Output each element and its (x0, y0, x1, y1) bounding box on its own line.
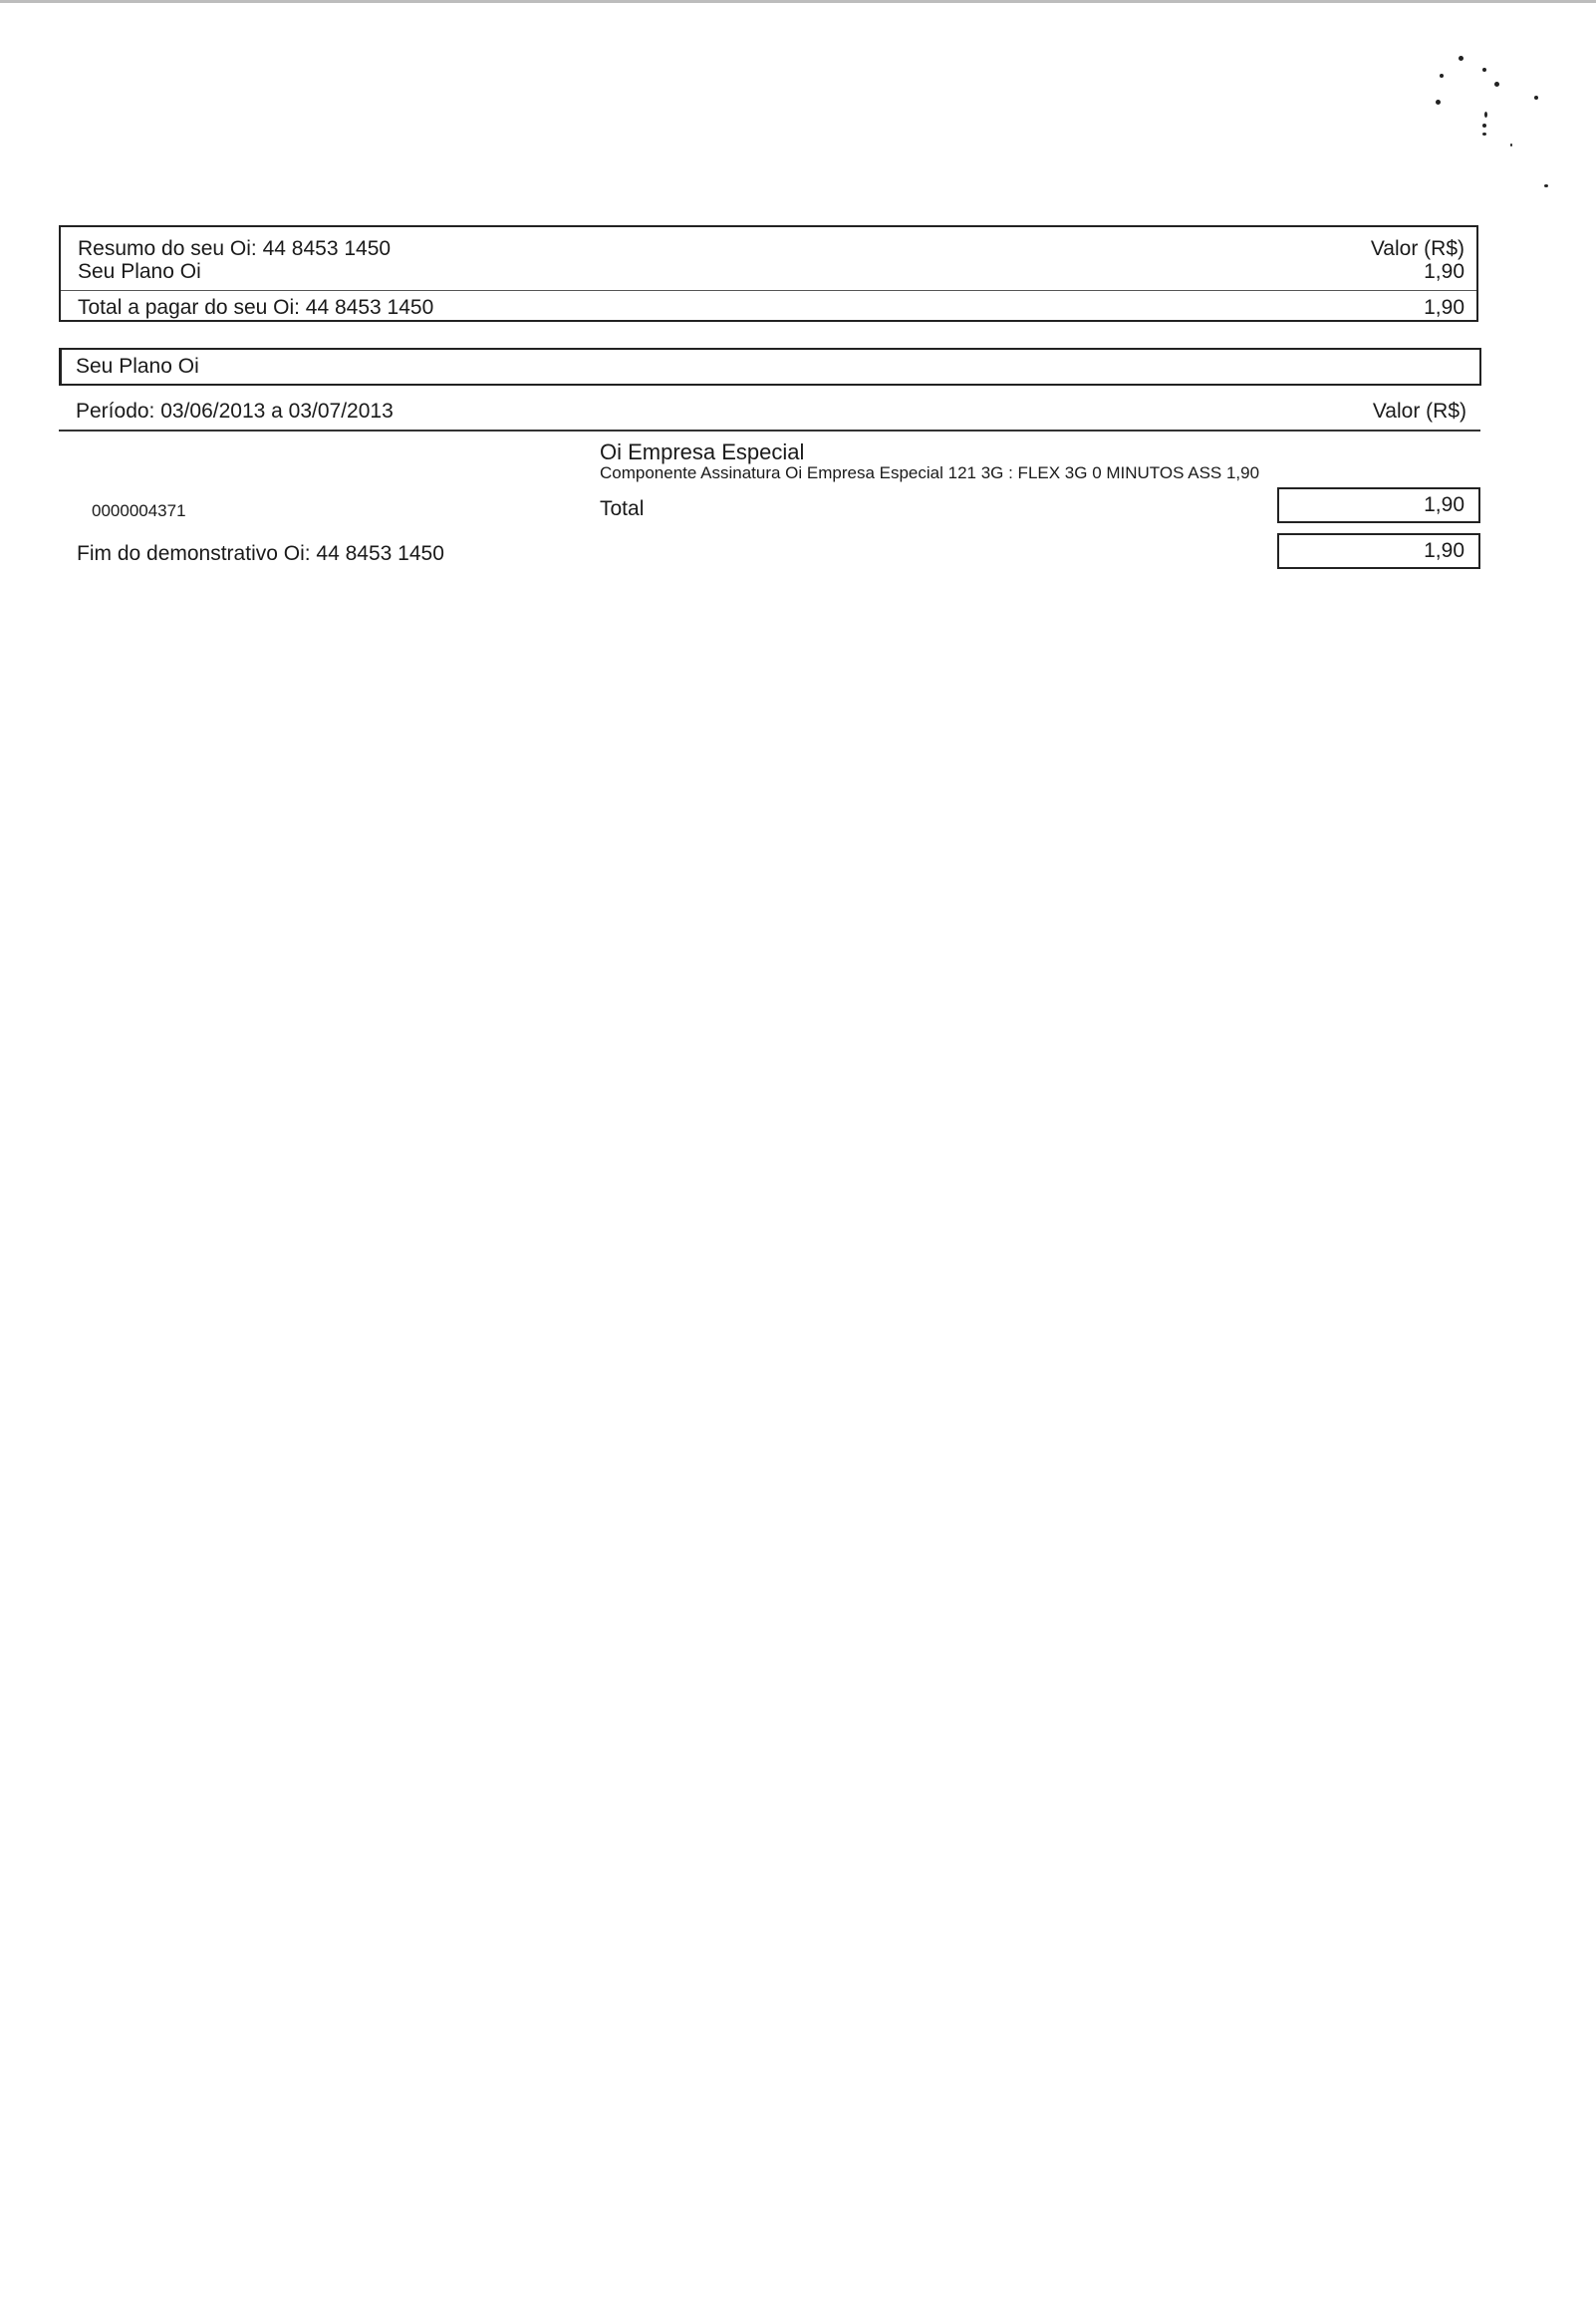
period-divider (59, 430, 1480, 432)
scan-specks (1395, 40, 1574, 199)
scan-speck (1440, 74, 1444, 78)
period-label: Período: 03/06/2013 a 03/07/2013 (76, 400, 394, 423)
summary-plan-value: 1,90 (1424, 260, 1464, 283)
summary-value-header: Valor (R$) (1370, 237, 1464, 260)
plan-value-header: Valor (R$) (1372, 400, 1466, 423)
scan-speck (1436, 100, 1441, 105)
summary-plan-row (78, 260, 1464, 284)
scan-speck (1510, 144, 1512, 146)
scan-speck (1482, 68, 1486, 72)
summary-total-row (78, 296, 1464, 320)
summary-title: Resumo do seu Oi: 44 8453 1450 (78, 237, 392, 260)
scan-speck (1484, 112, 1487, 118)
scan-speck (1482, 124, 1486, 128)
summary-total-label: Total a pagar do seu Oi: 44 8453 1450 (78, 296, 434, 319)
end-of-statement-label: Fim do demonstrativo Oi: 44 8453 1450 (77, 542, 444, 565)
scan-speck (1482, 133, 1486, 136)
scan-speck (1494, 82, 1499, 87)
summary-plan-label: Seu Plano Oi (78, 260, 201, 283)
end-of-statement-value-box: 1,90 (1277, 533, 1480, 569)
summary-divider (61, 290, 1476, 291)
plan-section-header: Seu Plano Oi (59, 348, 1481, 386)
summary-title-row (78, 237, 1464, 261)
plan-total-label: Total (600, 497, 645, 520)
document-code: 0000004371 (92, 501, 186, 520)
plan-component-line: Componente Assinatura Oi Empresa Especial 121 3G : FLEX 3G 0 MINUTOS ASS 1,90 (600, 463, 1260, 482)
period-row (76, 399, 1466, 425)
plan-name: Oi Empresa Especial (600, 439, 805, 464)
summary-box (59, 225, 1478, 322)
plan-total-value-box: 1,90 (1277, 487, 1480, 523)
scan-speck (1534, 96, 1538, 100)
page-top-edge (0, 0, 1596, 3)
summary-total-value: 1,90 (1424, 296, 1464, 319)
scan-speck (1544, 184, 1548, 187)
scan-speck (1459, 56, 1463, 61)
